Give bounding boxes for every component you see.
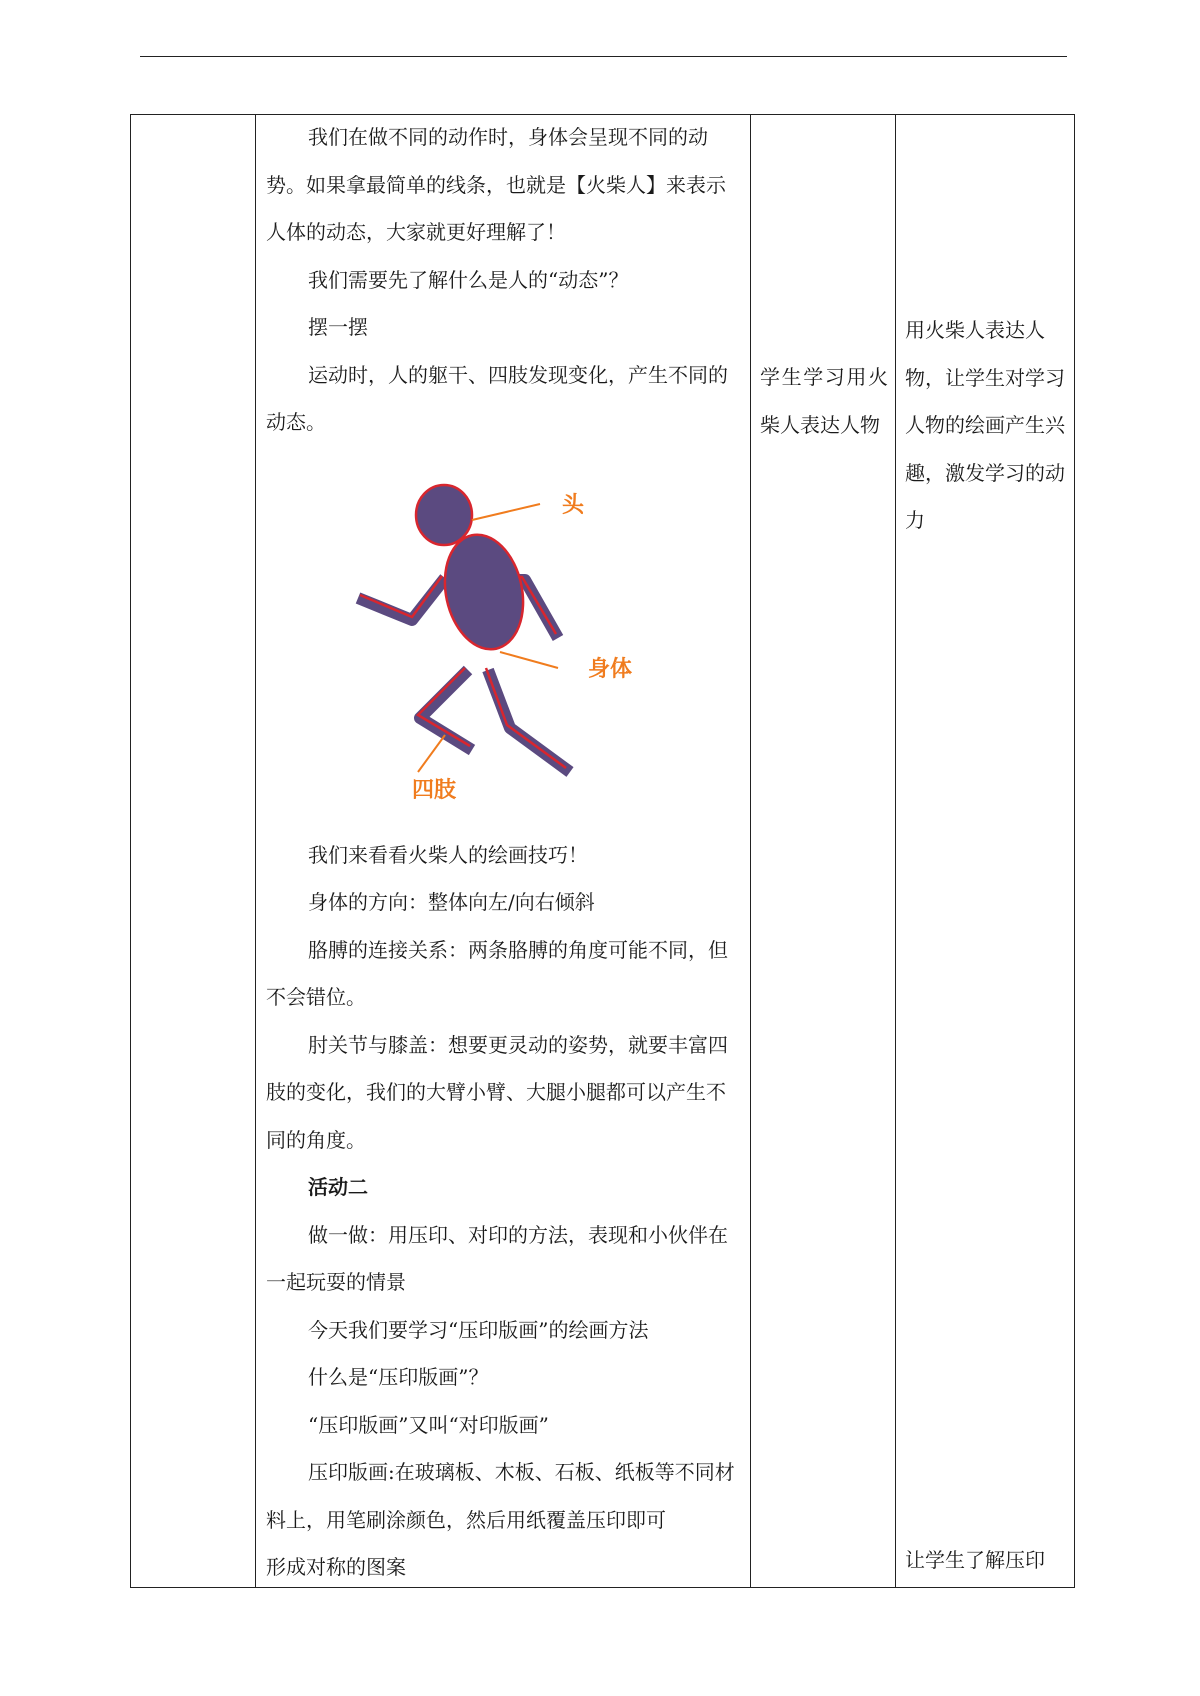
body-label: 身体 (588, 657, 633, 682)
paragraph-intro: 我们在做不同的动作时，身体会呈现不同的动势。如果拿最简单的线条，也就是【火柴人】来表示人体的动态，大家就更好理解了！ (266, 125, 726, 244)
head-pointer (472, 504, 540, 520)
design-intent-cell: 用火柴人表达人物，让学生对学习人物的绘画产生兴趣，激发学习的动力 (905, 318, 1065, 532)
head-shape (416, 485, 472, 545)
paragraph-technique: 我们来看看火柴人的绘画技巧！ (308, 842, 588, 867)
teaching-process-column (266, 114, 744, 1592)
paragraph-what-is: 什么是“压印版画”？ (308, 1365, 489, 1389)
limbs-pointer (418, 735, 445, 772)
front-leg (488, 670, 570, 772)
limbs-label: 四肢 (412, 778, 457, 803)
column-divider-3 (895, 115, 896, 1587)
paragraph-definition: 压印版画:在玻璃板、木板、石板、纸板等不同材料上，用笔刷涂颜色，然后用纸覆盖压印即可 (266, 1460, 735, 1532)
column-divider-1 (255, 115, 256, 1587)
paragraph-aka: “压印版画”又叫“对印版画” (308, 1412, 549, 1437)
paragraph-today: 今天我们要学习“压印版画”的绘画方法 (308, 1317, 649, 1342)
stick-figure-svg (300, 470, 680, 810)
paragraph-direction: 身体的方向：整体向左/向右倾斜 (308, 890, 595, 914)
body-shape (435, 527, 533, 656)
stick-figure-illustration (300, 470, 680, 810)
paragraph-symmetric: 形成对称的图案 (266, 1555, 406, 1579)
paragraph-joints: 肘关节与膝盖：想要更灵动的姿势，就要丰富四肢的变化，我们的大臂小臂、大腿小腿都可以产生不同的角度。 (266, 1032, 728, 1152)
paragraph-motion: 运动时，人的躯干、四肢发现变化，产生不同的动态。 (266, 362, 728, 434)
head-label: 头 (562, 493, 585, 518)
header-rule (140, 56, 1067, 57)
paragraph-pose: 摆一摆 (308, 315, 368, 339)
activity-two-heading: 活动二 (308, 1175, 368, 1199)
student-activity-cell: 学生学习用火柴人表达人物 (760, 365, 888, 437)
paragraph-question: 我们需要先了解什么是人的“动态”？ (308, 267, 629, 292)
body-pointer (500, 652, 558, 668)
back-leg (420, 670, 472, 750)
column-divider-2 (750, 115, 751, 1587)
design-intent-cell-2: 让学生了解压印 (905, 1548, 1045, 1572)
paragraph-arms: 胳膊的连接关系：两条胳膊的角度可能不同，但不会错位。 (266, 937, 728, 1009)
paragraph-do: 做一做：用压印、对印的方法，表现和小伙伴在一起玩耍的情景 (266, 1222, 728, 1294)
stick-figure (358, 485, 570, 772)
